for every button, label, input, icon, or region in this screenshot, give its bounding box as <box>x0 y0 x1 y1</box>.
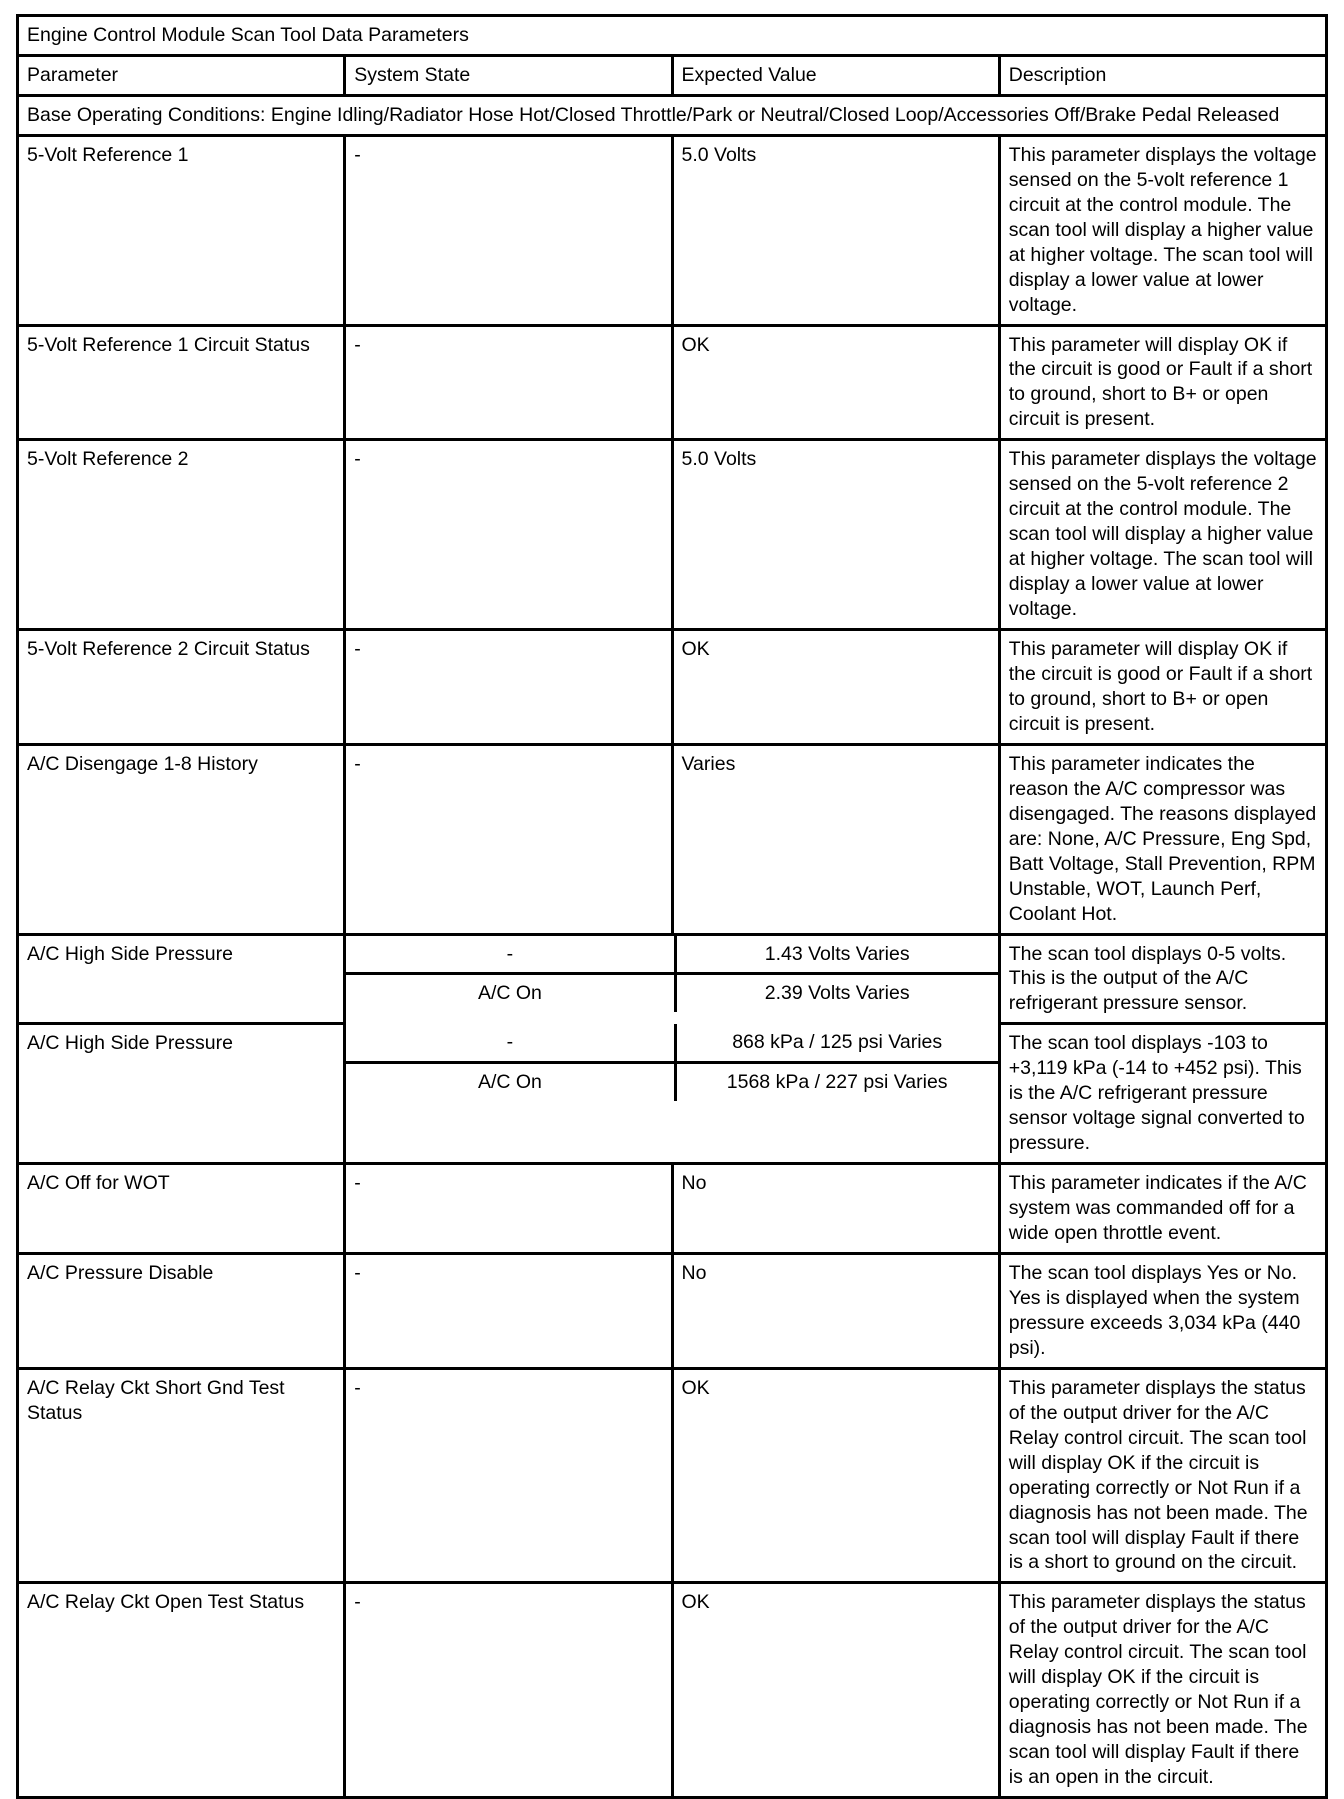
subrow-system-state: - <box>346 1024 675 1062</box>
row-description: This parameter displays the status of the output driver for the A/C Relay control circuit. The scan tool will display OK if the circuit is operating correctly or Not Run if a diagnosis has not been made. The scan tool will display Fault if there is an open in the circuit. <box>999 1583 1326 1798</box>
row-system-state: - <box>345 135 672 325</box>
subrow <box>346 1024 998 1062</box>
base-operating-conditions: Base Operating Conditions: Engine Idling/Radiator Hose Hot/Closed Throttle/Park or Neutral/Closed Loop/Accessories Off/Brake Pedal Released <box>18 95 1327 135</box>
row-expected-value: No <box>672 1253 999 1368</box>
column-header-parameter: Parameter <box>18 55 345 95</box>
subrow <box>346 936 998 974</box>
table-title: Engine Control Module Scan Tool Data Parameters <box>18 16 1327 56</box>
table-row <box>18 1368 1327 1583</box>
subrow-system-state: - <box>346 936 675 974</box>
row-expected-value: Varies <box>672 744 999 934</box>
row-parameter: 5-Volt Reference 2 <box>18 440 345 630</box>
subrow-table <box>346 1024 998 1101</box>
subrow <box>346 974 998 1012</box>
table-row <box>18 744 1327 934</box>
row-subrows <box>345 1024 1000 1164</box>
subrow-table <box>346 936 998 1013</box>
row-description: This parameter will display OK if the circuit is good or Fault if a short to ground, short to B+ or open circuit is present. <box>999 325 1326 440</box>
table-row <box>18 630 1327 745</box>
row-description: This parameter will display OK if the circuit is good or Fault if a short to ground, short to B+ or open circuit is present. <box>999 630 1326 745</box>
table-row <box>18 1253 1327 1368</box>
subrow-expected-value: 1568 kPa / 227 psi Varies <box>726 1070 948 1093</box>
row-system-state: - <box>345 630 672 745</box>
row-subrows <box>345 934 1000 1024</box>
row-description: This parameter displays the voltage sensed on the 5-volt reference 1 circuit at the control module. The scan tool will display a higher value at higher voltage. The scan tool will display a lower value at lower voltage. <box>999 135 1326 325</box>
table-row <box>18 135 1327 325</box>
row-parameter: A/C High Side Pressure <box>18 1024 345 1164</box>
row-expected-value: OK <box>672 630 999 745</box>
row-description: The scan tool displays Yes or No. Yes is displayed when the system pressure exceeds 3,034 kPa (440 psi). <box>999 1253 1326 1368</box>
row-expected-value: OK <box>672 1583 999 1798</box>
scan-tool-data-table <box>16 14 1328 1799</box>
row-parameter: A/C Off for WOT <box>18 1164 345 1254</box>
row-system-state: - <box>345 440 672 630</box>
subrow-expected-value: 1.43 Volts Varies <box>675 936 998 974</box>
row-parameter: 5-Volt Reference 1 <box>18 135 345 325</box>
table-title-row <box>18 16 1327 56</box>
row-description: This parameter displays the status of the output driver for the A/C Relay control circuit. The scan tool will display OK if the circuit is operating correctly or Not Run if a diagnosis has not been made. The scan tool will display Fault if there is a short to ground on the circuit. <box>999 1368 1326 1583</box>
table-row-split <box>18 934 1327 1024</box>
table-row <box>18 1583 1327 1798</box>
table-header-row <box>18 55 1327 95</box>
row-parameter: A/C Disengage 1-8 History <box>18 744 345 934</box>
row-parameter: 5-Volt Reference 2 Circuit Status <box>18 630 345 745</box>
table-row <box>18 1164 1327 1254</box>
row-system-state: - <box>345 325 672 440</box>
subrow-system-state: A/C On <box>346 1062 675 1100</box>
column-header-expected-value: Expected Value <box>672 55 999 95</box>
row-system-state: - <box>345 744 672 934</box>
row-system-state: - <box>345 1368 672 1583</box>
column-header-system-state: System State <box>345 55 672 95</box>
row-parameter: A/C Relay Ckt Short Gnd Test Status <box>18 1368 345 1583</box>
table-row <box>18 325 1327 440</box>
table-row-split <box>18 1024 1327 1164</box>
row-parameter: A/C Relay Ckt Open Test Status <box>18 1583 345 1798</box>
row-description: This parameter indicates if the A/C system was commanded off for a wide open throttle event. <box>999 1164 1326 1254</box>
row-parameter: A/C Pressure Disable <box>18 1253 345 1368</box>
subrow-expected-value: 2.39 Volts Varies <box>764 982 910 1005</box>
section-header-row <box>18 95 1327 135</box>
subrow <box>346 1062 998 1100</box>
table-row <box>18 440 1327 630</box>
column-header-description: Description <box>999 55 1326 95</box>
row-expected-value: 5.0 Volts <box>672 135 999 325</box>
row-expected-value: 5.0 Volts <box>672 440 999 630</box>
row-system-state: - <box>345 1583 672 1798</box>
row-expected-value: No <box>672 1164 999 1254</box>
row-description: The scan tool displays -103 to +3,119 kPa (-14 to +452 psi). This is the A/C refrigerant pressure sensor voltage signal converted to pressure. <box>999 1024 1326 1164</box>
row-description: This parameter indicates the reason the A/C compressor was disengaged. The reasons displayed are: None, A/C Pressure, Eng Spd, Batt Voltage, Stall Prevention, RPM Unstable, WOT, Launch Perf, Coolant Hot. <box>999 744 1326 934</box>
row-parameter: A/C High Side Pressure <box>18 934 345 1024</box>
subrow-expected-value: 868 kPa / 125 psi Varies <box>675 1024 998 1062</box>
subrow-system-state: A/C On <box>346 974 675 1012</box>
row-system-state: - <box>345 1164 672 1254</box>
row-expected-value: OK <box>672 1368 999 1583</box>
row-expected-value: OK <box>672 325 999 440</box>
row-system-state: - <box>345 1253 672 1368</box>
row-description: This parameter displays the voltage sensed on the 5-volt reference 2 circuit at the control module. The scan tool will display a higher value at higher voltage. The scan tool will display a lower value at lower voltage. <box>999 440 1326 630</box>
row-parameter: 5-Volt Reference 1 Circuit Status <box>18 325 345 440</box>
row-description: The scan tool displays 0-5 volts. This is the output of the A/C refrigerant pressure sensor. <box>999 934 1326 1024</box>
